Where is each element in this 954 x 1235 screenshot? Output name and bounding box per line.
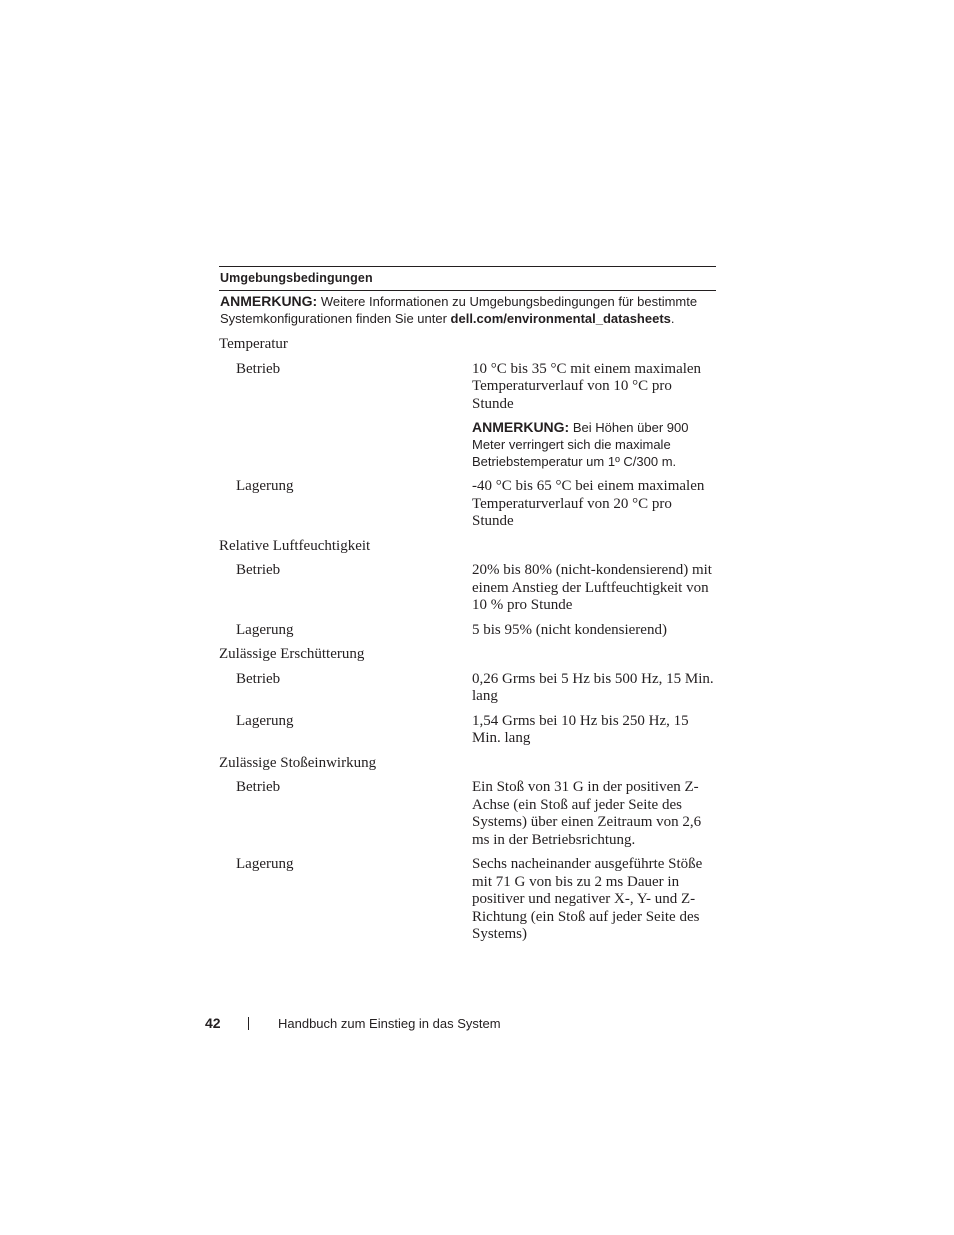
table-row [219, 856, 716, 944]
row-label: Betrieb [236, 360, 281, 377]
row-value-cell [472, 361, 716, 471]
row-label: Lagerung [236, 621, 294, 638]
section-vibration [219, 646, 716, 748]
row-value: 1,54 Grms bei 10 Hz bis 250 Hz, 15 Min. lang [472, 712, 689, 746]
section-temperature [219, 336, 716, 531]
section-shock [219, 755, 716, 944]
row-value: 10 °C bis 35 °C mit einem maximalen Temperaturverlauf von 10 °C pro Stunde [472, 360, 702, 412]
row-value: 0,26 Grms bei 5 Hz bis 500 Hz, 15 Min. lang [472, 670, 714, 704]
row-label: Betrieb [236, 779, 281, 795]
note-label: ANMERKUNG: [220, 293, 318, 309]
table-row [219, 478, 716, 531]
cell-note-text: Bei Höhen über 900 Meter verringert sich die maximale Betriebstemperatur um 1º C/300 m. [472, 420, 689, 469]
section-humidity [219, 538, 716, 640]
environment-spec-table [219, 266, 716, 944]
section-title: Relative Luftfeuchtigkeit [219, 537, 371, 554]
note-text: Weitere Informationen zu Umgebungsbedingungen für bestimmte Systemkonfigurationen finden Sie unter [220, 294, 698, 326]
table-row [219, 622, 716, 640]
section-title: Temperatur [219, 336, 288, 352]
table-row [219, 562, 716, 615]
footer-separator [248, 1017, 249, 1030]
table-row [219, 713, 716, 748]
section-title: Zulässige Stoßeinwirkung [219, 754, 377, 771]
row-label: Lagerung [236, 856, 294, 872]
row-value: 20% bis 80% (nicht-kondensierend) mit einem Anstieg der Luftfeuchtigkeit von 10 % pro Stunde [472, 562, 712, 613]
page-number: 42 [205, 1015, 221, 1031]
cell-note-label: ANMERKUNG: [472, 419, 570, 435]
row-value: Sechs nacheinander ausgeführte Stöße mit 71 G von bis zu 2 ms Dauer in positiver und negativer X-, Y- und Z-Richtung (ein Stoß auf jeder Seite des Systems) [472, 856, 703, 942]
table-row [219, 361, 716, 471]
datasheet-link[interactable]: dell.com/environmental_datasheets [450, 311, 671, 326]
table-row [219, 671, 716, 706]
row-label: Lagerung [236, 712, 294, 729]
row-label: Betrieb [236, 562, 281, 578]
footer-title: Handbuch zum Einstieg in das System [278, 1016, 501, 1031]
row-label: Lagerung [236, 478, 294, 494]
section-title: Zulässige Erschütterung [219, 646, 365, 662]
table-heading: Umgebungsbedingungen [220, 271, 373, 285]
note-end: . [670, 311, 675, 326]
table-row [219, 779, 716, 849]
row-value: 5 bis 95% (nicht kondensierend) [472, 621, 667, 638]
general-note [219, 293, 716, 327]
table-heading-rule [219, 290, 716, 291]
cell-note [472, 419, 716, 470]
row-label: Betrieb [236, 670, 281, 687]
row-value: Ein Stoß von 31 G in der positiven Z-Achse (ein Stoß auf jeder Seite des Systems) über einen Zeitraum von 2,6 ms in der Betriebsrichtung. [472, 779, 702, 848]
row-value: -40 °C bis 65 °C bei einem maximalen Temperaturverlauf von 20 °C pro Stunde [472, 478, 705, 529]
